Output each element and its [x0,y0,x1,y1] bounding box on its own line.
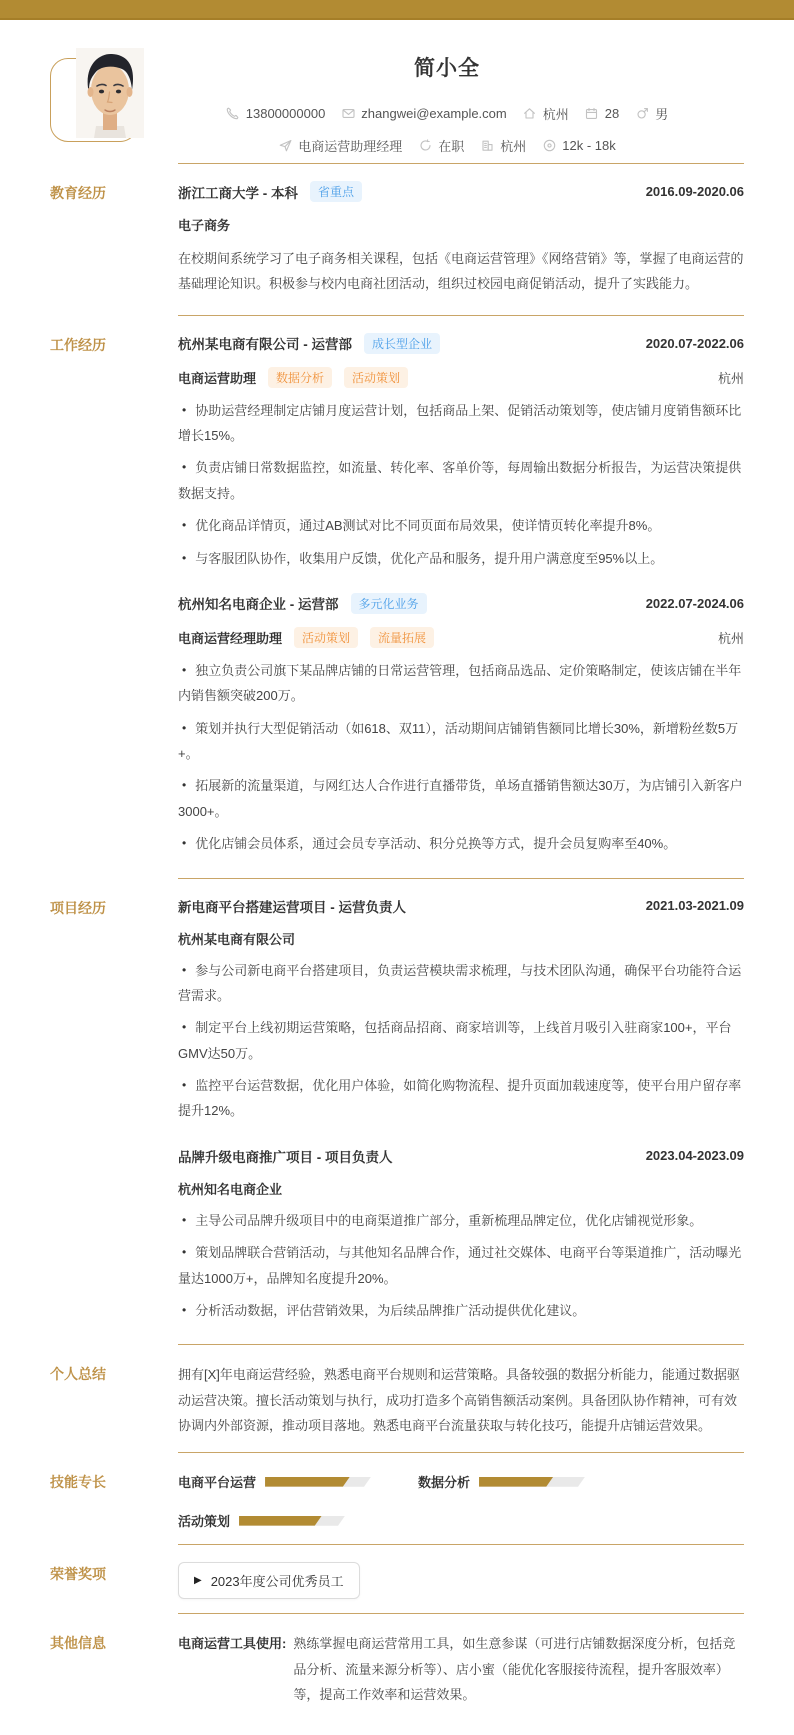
project-entry-2 [178,1146,744,1324]
work-bullet: • 负责店铺日常数据监控，如流量、转化率、客单价等，每周输出数据分析报告，为运营决策提供数据支持。 [178,455,744,506]
project-org: 杭州知名电商企业 [178,1181,283,1197]
position-title: 电商运营经理助理 [178,630,283,646]
candidate-name: 简小全 [414,57,480,80]
skill-bar-fill [265,1477,350,1487]
project-name: 品牌升级电商推广项目 - 项目负责人 [178,1149,393,1165]
work-bullet: • 优化店铺会员体系，通过会员专享活动、积分兑换等方式，提升会员复购率至40%。 [178,831,744,856]
resume-header [0,20,794,163]
position-skill-tag: 数据分析 [268,367,332,388]
project-name: 新电商平台搭建运营项目 - 运营负责人 [178,899,406,915]
work-entry-2 [178,593,744,857]
contact-age-text: 28 [604,106,620,121]
skill-item [178,1472,418,1491]
skill-grid [178,1470,744,1530]
company-tag: 成长型企业 [364,333,440,354]
skill-item [418,1472,744,1491]
contact-salary-text: 12k - 18k [562,138,616,153]
contact-target-position [278,136,402,155]
section-skills [0,1452,794,1544]
home-icon [523,107,537,121]
position-skill-tag: 活动策划 [294,627,358,648]
work-date: 2022.07-2024.06 [645,595,744,611]
work-entry-1 [178,333,744,571]
bullet-dot-icon: • [182,1245,187,1260]
section-work [0,315,794,878]
summary-text: 拥有[X]年电商运营经验，熟悉电商平台规则和运营策略。具备较强的数据分析能力，能通过数据驱动运营决策。擅长活动策划与执行，成功打造多个高销售额活动案例。具备团队协作精神，可有效协调内外部资源，推动项目落地。熟悉电商平台流量获取与转化技巧，能提升店铺运营效果。 [178,1367,740,1433]
company-tag: 多元化业务 [351,593,427,614]
bullet-dot-icon: • [182,1302,187,1317]
contact-gender-text: 男 [655,107,669,122]
contact-target-position-text: 电商运营助理经理 [298,139,403,154]
school-tag: 省重点 [310,181,362,202]
work-date: 2020.07-2022.06 [645,335,744,351]
top-accent-bar [0,0,794,20]
target-position-icon [278,139,292,153]
age-icon [585,107,599,121]
section-summary [0,1344,794,1452]
other-info-text: 熟练掌握电商运营常用工具，如生意参谋（可进行店铺数据深度分析，包括竞品分析、流量来源分析等）、店小蜜（能优化客服接待流程，提升客服效率）等，提高工作效率和运营效果。 [293,1636,736,1702]
section-title-summary: 个人总结 [50,1366,106,1383]
honor-badge[interactable] [178,1562,360,1599]
contact-row-1 [150,104,744,123]
profile-photo-block [50,48,150,148]
job-status-icon [418,139,432,153]
contact-gender [635,104,668,123]
bullet-dot-icon: • [182,720,187,735]
skill-label: 电商平台运营 [178,1475,257,1491]
skill-label: 活动策划 [178,1514,231,1530]
bullet-dot-icon: • [182,1020,187,1035]
work-bullet: • 优化商品详情页，通过AB测试对比不同页面布局效果，使详情页转化率提升8%。 [178,513,744,538]
skill-item [178,1511,418,1530]
contact-email-text: zhangwei@example.com [361,106,507,121]
education-date: 2016.09-2020.06 [645,184,744,199]
section-title-other: 其他信息 [50,1635,106,1652]
bullet-dot-icon: • [182,662,187,677]
education-description: 在校期间系统学习了电子商务相关课程，包括《电商运营管理》《网络营销》等，掌握了电商运营的基础理论知识。积极参与校内电商社团活动，组织过校园电商促销活动，提升了实践能力。 [178,251,744,292]
position-skill-tag: 活动策划 [344,367,408,388]
skill-label: 数据分析 [418,1475,471,1491]
position-title: 电商运营助理 [178,370,257,386]
honor-label: 2023年度公司优秀员工 [210,1574,344,1590]
contact-job-status [418,136,464,155]
position-skill-tag: 流量拓展 [370,627,434,648]
work-bullet: • 独立负责公司旗下某品牌店铺的日常运营管理，包括商品选品、定价策略制定，使该店铺在半年内销售额突破200万。 [178,658,744,709]
contact-row-2 [150,136,744,155]
section-other [0,1613,794,1721]
skill-bar-fill [239,1516,322,1526]
bullet-dot-icon: • [182,518,187,533]
work-location: 杭州 [717,370,744,386]
skill-bar [239,1516,345,1526]
project-bullet: • 参与公司新电商平台搭建项目，负责运营模块需求梳理，与技术团队沟通，确保平台功能符合运营需求。 [178,958,744,1009]
work-bullet: • 拓展新的流量渠道，与网红达人合作进行直播带货，单场直播销售额达30万，为店铺引入新客户3000+。 [178,773,744,824]
work-bullet: • 协助运营经理制定店铺月度运营计划，包括商品上架、促销活动策划等，使店铺月度销售额环比增长15%。 [178,398,744,449]
skill-bar [265,1477,371,1487]
project-date: 2021.03-2021.09 [645,898,744,914]
section-title-skills: 技能专长 [50,1474,106,1491]
bullet-dot-icon: • [182,962,187,977]
salary-icon [542,139,556,153]
expand-triangle-icon: ▶ [194,1575,202,1587]
section-title-honors: 荣誉奖项 [50,1566,106,1583]
section-title-work: 工作经历 [50,336,106,353]
avatar-illustration [76,48,144,138]
contact-email [341,106,506,121]
work-bullet: • 与客服团队协作，收集用户反馈，优化产品和服务，提升用户满意度至95%以上。 [178,546,744,571]
section-education [0,163,794,315]
section-honors [0,1544,794,1613]
school-name: 浙江工商大学 - 本科 [178,185,298,201]
bullet-dot-icon: • [182,550,187,565]
section-projects [0,878,794,1345]
project-entry-1 [178,896,744,1124]
bullet-dot-icon: • [182,402,187,417]
bullet-dot-icon: • [182,1212,187,1227]
header-main [150,46,744,155]
education-entry [178,181,744,297]
city-icon [480,139,494,153]
project-bullet: • 监控平台运营数据，优化用户体验，如简化购物流程、提升页面加载速度等，使平台用户留存率提升12%。 [178,1073,744,1124]
contact-job-status-text: 在职 [438,139,465,154]
project-bullet: • 分析活动数据，评估营销效果，为后续品牌推广活动提供优化建议。 [178,1298,744,1323]
work-bullet: • 策划并执行大型促销活动（如618、双11），活动期间店铺销售额同比增长30%，新增粉丝数5万+。 [178,716,744,767]
gender-icon [635,107,649,121]
contact-phone [226,106,326,121]
other-info-line [178,1631,744,1707]
section-title-education: 教育经历 [50,185,106,201]
contact-intended-city [480,136,526,155]
project-date: 2023.04-2023.09 [645,1148,744,1164]
skill-bar [479,1477,585,1487]
project-bullet: • 策划品牌联合营销活动，与其他知名品牌合作，通过社交媒体、电商平台等渠道推广，活动曝光量达1000万+，品牌知名度提升20%。 [178,1240,744,1291]
company-name: 杭州某电商有限公司 - 运营部 [178,337,352,353]
company-name: 杭州知名电商企业 - 运营部 [178,597,339,613]
bullet-dot-icon: • [182,778,187,793]
project-org: 杭州某电商有限公司 [178,931,296,947]
contact-phone-text: 13800000000 [245,106,326,121]
skill-bar-fill [479,1477,553,1487]
phone-icon [226,107,240,121]
contact-home-city [523,104,569,123]
contact-age [585,106,619,121]
contact-home-city-text: 杭州 [542,107,569,122]
contact-salary [542,138,615,153]
work-location: 杭州 [717,630,744,646]
avatar [76,48,144,138]
project-bullet: • 制定平台上线初期运营策略，包括商品招商、商家培训等，上线首月吸引入驻商家100+，平台GMV达50万。 [178,1015,744,1066]
bullet-dot-icon: • [182,460,187,475]
major-name: 电子商务 [178,218,231,233]
section-title-projects: 项目经历 [50,899,106,916]
mail-icon [341,107,355,121]
other-info-label: 电商运营工具使用: [178,1636,287,1652]
bullet-dot-icon: • [182,1078,187,1092]
contact-intended-city-text: 杭州 [500,139,527,154]
bullet-dot-icon: • [182,836,187,851]
project-bullet: • 主导公司品牌升级项目中的电商渠道推广部分，重新梳理品牌定位，优化店铺视觉形象。 [178,1208,744,1233]
